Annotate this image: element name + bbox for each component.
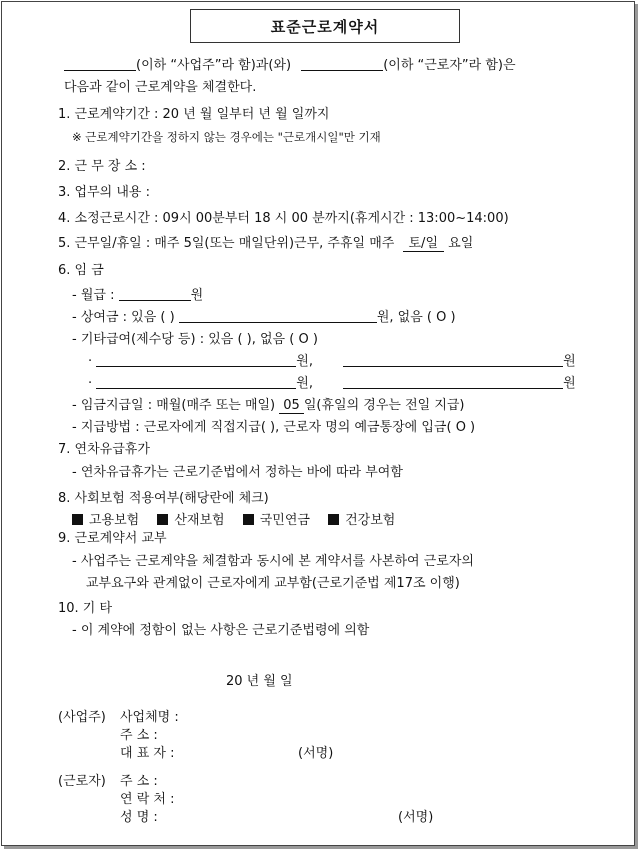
other-pay-row-2 [88, 372, 576, 391]
employer-representative: 대 표 자 : [120, 746, 175, 761]
employer-address: 주 소 : [120, 728, 158, 743]
employer-business-name: 사업체명 : [120, 710, 179, 725]
wage-method: - 지급방법 : 근로자에게 직접지급( ), 근로자 명의 예금통장에 입금( O ) [72, 420, 476, 435]
insurance-label: 고용보험 [89, 513, 140, 528]
holiday-day-field[interactable]: 토/일 [403, 232, 445, 252]
bullet: · [88, 376, 93, 391]
item-job-description: 3. 업무의 내용 : [58, 185, 150, 200]
wage-payday [72, 394, 465, 414]
item-working-hours: 4. 소정근로시간 : 09시 00분부터 18 시 00 분까지(휴게시간 : 13:00~14:00) [58, 211, 509, 226]
intro-employer-text: (이하 “사업주”라 함)과(와) [136, 58, 292, 73]
insurance-health[interactable] [328, 513, 395, 528]
workdays-suffix: 요일 [448, 236, 474, 251]
annual-leave-desc: - 연차유급휴가는 근로기준법에서 정하는 바에 따라 부여함 [72, 465, 403, 480]
item-contract-period-note: ※ 근로계약기간을 정하지 않는 경우에는 "근로개시일"만 기재 [72, 130, 381, 144]
document-title [190, 9, 460, 43]
item-other: 10. 기 타 [58, 601, 113, 616]
checked-box-icon [328, 514, 339, 525]
delivery-desc-2: 교부요구와 관계없이 근로자에게 교부함(근로기준법 제17조 이행) [86, 576, 460, 591]
item-social-insurance: 8. 사회보험 적용여부(해당란에 체크) [58, 491, 269, 506]
monthly-amount-blank[interactable] [119, 286, 191, 301]
delivery-desc-1: - 사업주는 근로계약을 체결함과 동시에 본 계약서를 사본하여 근로자의 [72, 554, 474, 569]
insurance-label: 국민연금 [259, 513, 310, 528]
employee-address: 주 소 : [120, 774, 158, 789]
intro-line-2: 다음과 같이 근로계약을 체결한다. [64, 80, 257, 95]
payday-suffix: 일(휴일의 경우는 전일 지급) [303, 398, 465, 413]
checked-box-icon [157, 514, 168, 525]
payday-field[interactable]: 05 [279, 398, 304, 414]
wage-other: - 기타급여(제수당 등) : 있음 ( ), 없음 ( O ) [72, 332, 318, 347]
bonus-none: 원, 없음 ( O ) [376, 310, 456, 325]
checked-box-icon [243, 514, 254, 525]
insurance-employment[interactable] [72, 513, 139, 528]
employee-signature[interactable]: (서명) [398, 810, 434, 825]
item-contract-delivery: 9. 근로계약서 교부 [58, 531, 167, 546]
other-pay-blank-2a[interactable] [96, 374, 296, 389]
wage-bonus [72, 306, 456, 325]
insurance-industrial[interactable] [157, 513, 224, 528]
employer-blank[interactable] [64, 56, 136, 71]
won-unit: 원, [296, 376, 313, 391]
monthly-unit: 원 [190, 288, 204, 303]
insurance-checklist [72, 509, 395, 528]
insurance-label: 산재보험 [174, 513, 225, 528]
other-pay-blank-2b[interactable] [343, 374, 563, 389]
won-unit: 원 [563, 376, 576, 391]
other-desc: - 이 계약에 정함이 없는 사항은 근로기준법령에 의함 [72, 623, 370, 638]
item-contract-period: 1. 근로계약기간 : 20 년 월 일부터 년 월 일까지 [58, 107, 330, 122]
intro-employee-text: (이하 “근로자”라 함)은 [383, 58, 516, 73]
employee-blank[interactable] [301, 56, 383, 71]
other-pay-row-1 [88, 350, 576, 369]
employee-name: 성 명 : [120, 810, 158, 825]
employer-label: (사업주) [58, 710, 106, 725]
other-pay-blank-1b[interactable] [343, 352, 563, 367]
won-unit: 원 [563, 354, 576, 369]
employee-label: (근로자) [58, 774, 106, 789]
monthly-label: - 월급 : [72, 288, 115, 303]
bullet: · [88, 354, 93, 369]
item-workdays [58, 232, 473, 252]
bonus-label: - 상여금 : 있음 ( ) [72, 310, 175, 325]
payday-label: - 임금지급일 : 매월(매주 또는 매일) [72, 398, 276, 413]
contract-date: 20 년 월 일 [226, 674, 293, 689]
bonus-amount-blank[interactable] [179, 308, 377, 323]
insurance-pension[interactable] [243, 513, 310, 528]
wage-monthly [72, 284, 203, 303]
item-workplace: 2. 근 무 장 소 : [58, 159, 146, 174]
workdays-text: 5. 근무일/휴일 : 매주 5일(또는 매일단위)근무, 주휴일 매주 [58, 236, 395, 251]
employer-signature[interactable]: (서명) [298, 746, 334, 761]
checked-box-icon [72, 514, 83, 525]
title-text: 표준근로계약서 [270, 17, 380, 36]
item-annual-leave: 7. 연차유급휴가 [58, 442, 150, 457]
insurance-label: 건강보험 [345, 513, 396, 528]
other-pay-blank-1a[interactable] [96, 352, 296, 367]
won-unit: 원, [296, 354, 313, 369]
item-wages: 6. 임 금 [58, 263, 104, 278]
employee-contact: 연 락 처 : [120, 792, 175, 807]
intro-line-1 [64, 54, 516, 73]
